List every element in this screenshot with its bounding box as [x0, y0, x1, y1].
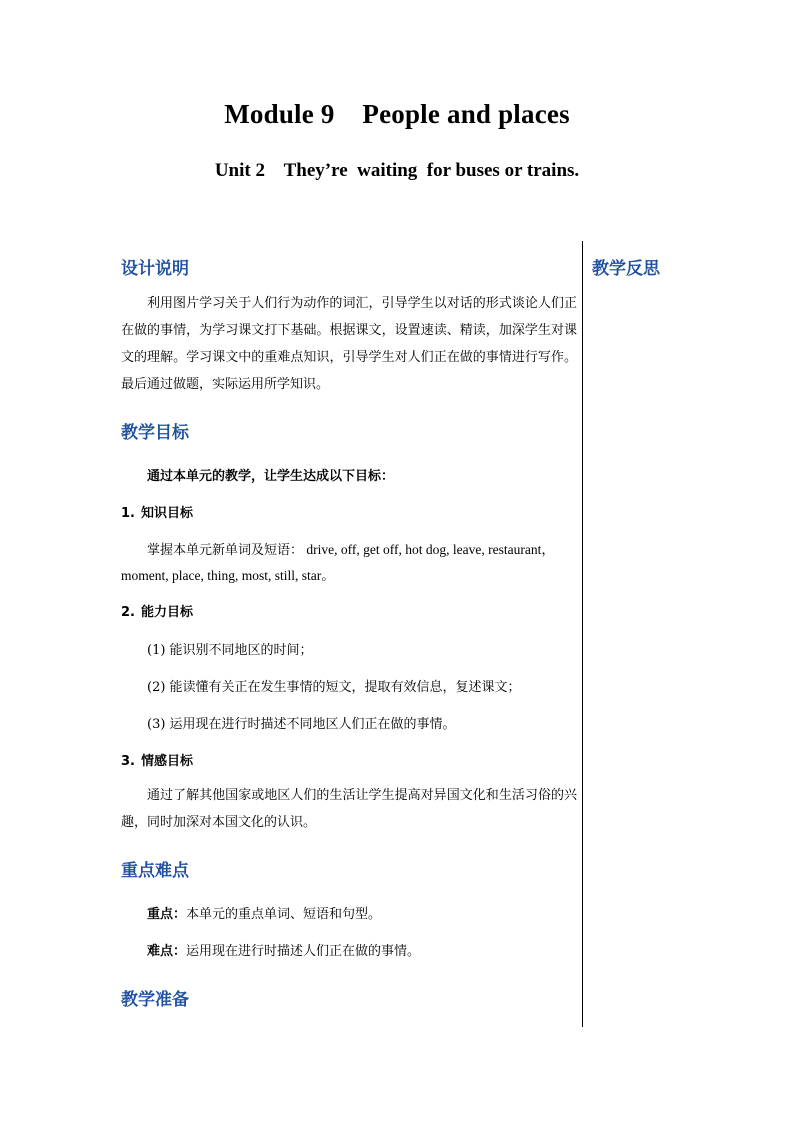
ability-item: (3) 运用现在进行时描述不同地区人们正在做的事情。 [147, 717, 456, 732]
module-title: Module 9 People and places [224, 99, 570, 129]
design-heading: 设计说明 [121, 259, 189, 279]
ability-title: 能力目标 [141, 605, 194, 620]
emotion-title: 情感目标 [141, 754, 194, 769]
preparation-heading: 教学准备 [121, 990, 189, 1010]
keypoints-heading: 重点难点 [121, 861, 189, 881]
unit-subtitle: Unit 2 They’re waiting for buses or trains. [214, 160, 580, 181]
ability-item: (1) 能识别不同地区的时间； [147, 643, 313, 658]
knowledge-title: 知识目标 [141, 506, 194, 521]
column-divider [582, 241, 583, 1027]
emotion-paragraph: 通过了解其他国家或地区人们的生活让学生提高对异国文化和生活习俗的兴趣，同时加深对本国文化的认识。 [121, 788, 577, 830]
key-point [147, 903, 381, 922]
vocab-words: drive, off, get off, hot dog, leave, restaurant，moment, place, thing, most, still, star。 [121, 542, 555, 583]
objectives-intro: 通过本单元的教学，让学生达成以下目标： [147, 469, 395, 484]
vocab-lead: 掌握本单元新单词及短语： [147, 543, 304, 558]
ability-item: (2) 能读懂有关正在发生事情的短文，提取有效信息，复述课文； [147, 680, 521, 695]
key-label: 重点： [147, 907, 187, 922]
reflection-heading: 教学反思 [592, 259, 660, 279]
ability-number: 2. [121, 605, 135, 620]
knowledge-heading [121, 502, 193, 521]
knowledge-number: 1. [121, 506, 135, 521]
ability-heading [121, 601, 193, 620]
emotion-number: 3. [121, 754, 135, 769]
emotion-heading [121, 750, 193, 769]
knowledge-vocab [121, 537, 577, 589]
difficult-text: 运用现在进行时描述人们正在做的事情。 [186, 944, 421, 959]
key-text: 本单元的重点单词、短语和句型。 [186, 907, 382, 922]
difficult-label: 难点： [147, 944, 187, 959]
design-paragraph: 利用图片学习关于人们行为动作的词汇，引导学生以对话的形式谈论人们正在做的事情，为学习课文打下基础。根据课文，设置速读、精读，加深学生对课文的理解。学习课文中的重难点知识，引导学生对人们正在做的事情进行写作。最后通过做题，实际运用所学知识。 [121, 296, 577, 392]
objectives-heading: 教学目标 [121, 423, 189, 443]
difficult-point [147, 940, 420, 959]
